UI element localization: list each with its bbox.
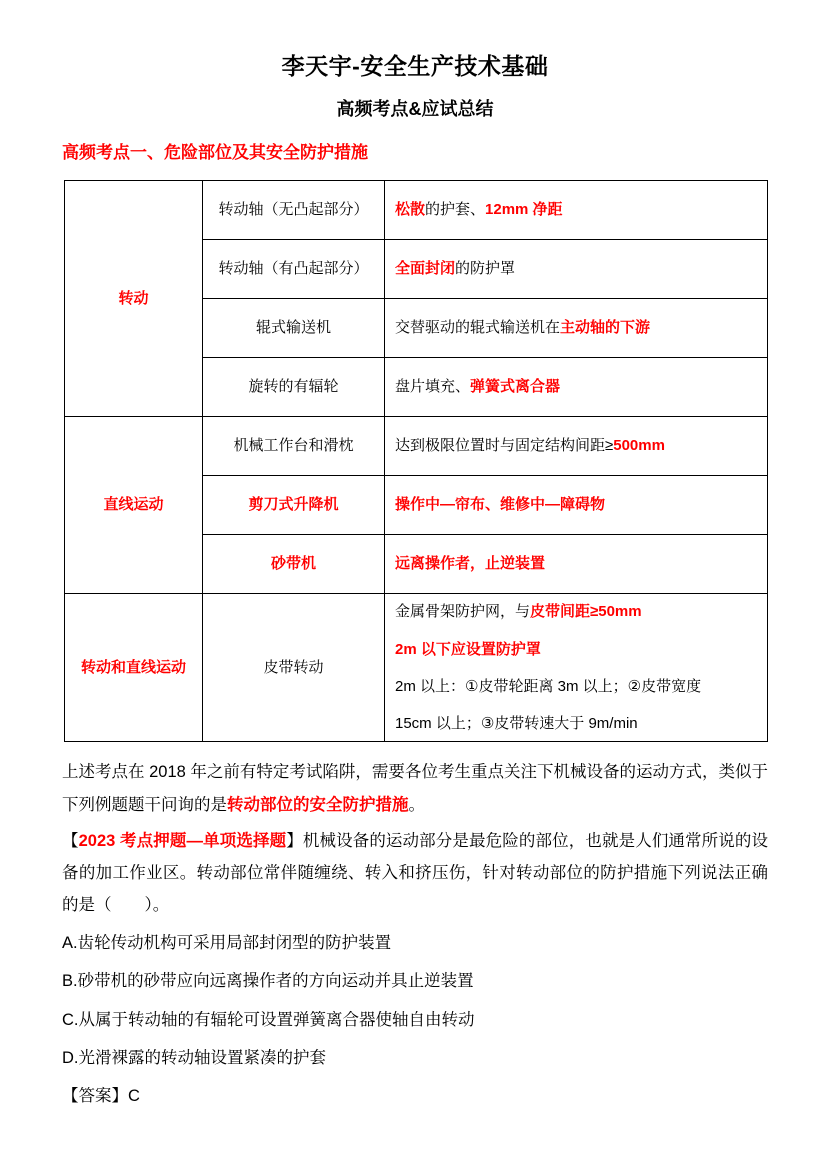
part-name: 旋转的有辐轮 — [203, 358, 385, 417]
commentary-highlight: 转动部位的安全防护措施 — [227, 795, 409, 814]
measure-plain: 的防护罩 — [455, 260, 516, 278]
question-stem-text: 机械设备的运动部分是最危险的部位，也就是人们通常所说的设备的加工作业区。转动部位常伴随缠绕、转入和挤压伤，针对转动部位的防护措施下列说法正确的是（ ）。 — [62, 831, 769, 915]
measure-plain: 达到极限位置时与固定结构间距≥ — [395, 437, 614, 455]
measure-detail: 远离操作者，止逆装置 — [385, 535, 768, 594]
group-label-rotation: 转动 — [65, 181, 203, 417]
measure-line: 2m 以上：①皮带轮距离 3m 以上；②皮带宽度 — [395, 677, 702, 695]
answer-value: C — [128, 1086, 140, 1105]
question-tag-close: 】 — [286, 831, 303, 850]
part-name: 转动轴（有凸起部分） — [203, 240, 385, 299]
measure-detail — [385, 181, 768, 240]
commentary-paragraph — [62, 742, 768, 820]
section-heading: 高频考点一、危险部位及其安全防护措施 — [62, 143, 368, 163]
measure-detail — [385, 594, 768, 742]
answer-line — [62, 1074, 768, 1112]
group-label-rotation-and-linear: 转动和直线运动 — [65, 594, 203, 742]
measure-highlight: 全面封闭 — [395, 260, 456, 278]
option-d: D.光滑裸露的转动轴设置紧凑的护套 — [62, 1048, 326, 1067]
group-label-linear-motion: 直线运动 — [65, 417, 203, 594]
hazard-protection-table — [64, 180, 768, 742]
option-c: C.从属于转动轴的有辐轮可设置弹簧离合器使轴自由转动 — [62, 1010, 475, 1029]
measure-line — [395, 600, 757, 623]
page-subtitle: 高频考点&应试总结 — [336, 98, 494, 119]
measure-plain: 盘片填充、 — [395, 378, 471, 396]
page-title: 李天宇-安全生产技术基础 — [281, 53, 549, 79]
part-name: 剪刀式升降机 — [203, 476, 385, 535]
measure-detail — [385, 358, 768, 417]
measure-highlight: 松散 — [395, 201, 426, 219]
table-row — [65, 417, 768, 476]
question-stem — [62, 821, 768, 922]
measure-line: 2m 以下应设置防护罩 — [395, 640, 541, 658]
measure-detail: 操作中—帘布、维修中—障碍物 — [385, 476, 768, 535]
measure-detail — [385, 240, 768, 299]
measure-plain: 交替驱动的辊式输送机在 — [395, 319, 561, 337]
measure-detail — [385, 299, 768, 358]
question-tag-open: 【 — [62, 831, 79, 850]
measure-plain: 金属骨架防护网，与 — [395, 603, 531, 621]
part-name: 砂带机 — [203, 535, 385, 594]
question-tag-label: 2023 考点押题—单项选择题 — [78, 831, 287, 850]
measure-highlight: 皮带间距≥50mm — [530, 603, 642, 621]
table-row — [65, 594, 768, 742]
commentary-text: 上述考点在 2018 年之前有特定考试陷阱，需要各位考生重点关注下机械设备的运动方式，类似于下列例题题干问询的是 — [62, 763, 768, 814]
measure-plain: 的护套、 — [425, 201, 486, 219]
option-a: A.齿轮传动机构可采用局部封闭型的防护装置 — [62, 934, 392, 953]
answer-label: 【答案】 — [62, 1086, 128, 1105]
commentary-tail: 。 — [408, 795, 425, 814]
measure-highlight: 主动轴的下游 — [560, 319, 651, 337]
option-b: B.砂带机的砂带应向远离操作者的方向运动并具止逆装置 — [62, 972, 474, 991]
part-name: 皮带转动 — [203, 594, 385, 742]
part-name: 转动轴（无凸起部分） — [203, 181, 385, 240]
measure-highlight: 500mm — [613, 437, 665, 455]
measure-line: 15cm 以上；③皮带转速大于 9m/min — [395, 715, 638, 733]
part-name: 辊式输送机 — [203, 299, 385, 358]
table-row — [65, 181, 768, 240]
measure-highlight: 12mm 净距 — [485, 201, 563, 219]
measure-highlight: 弹簧式离合器 — [470, 378, 561, 396]
part-name: 机械工作台和滑枕 — [203, 417, 385, 476]
measure-detail — [385, 417, 768, 476]
